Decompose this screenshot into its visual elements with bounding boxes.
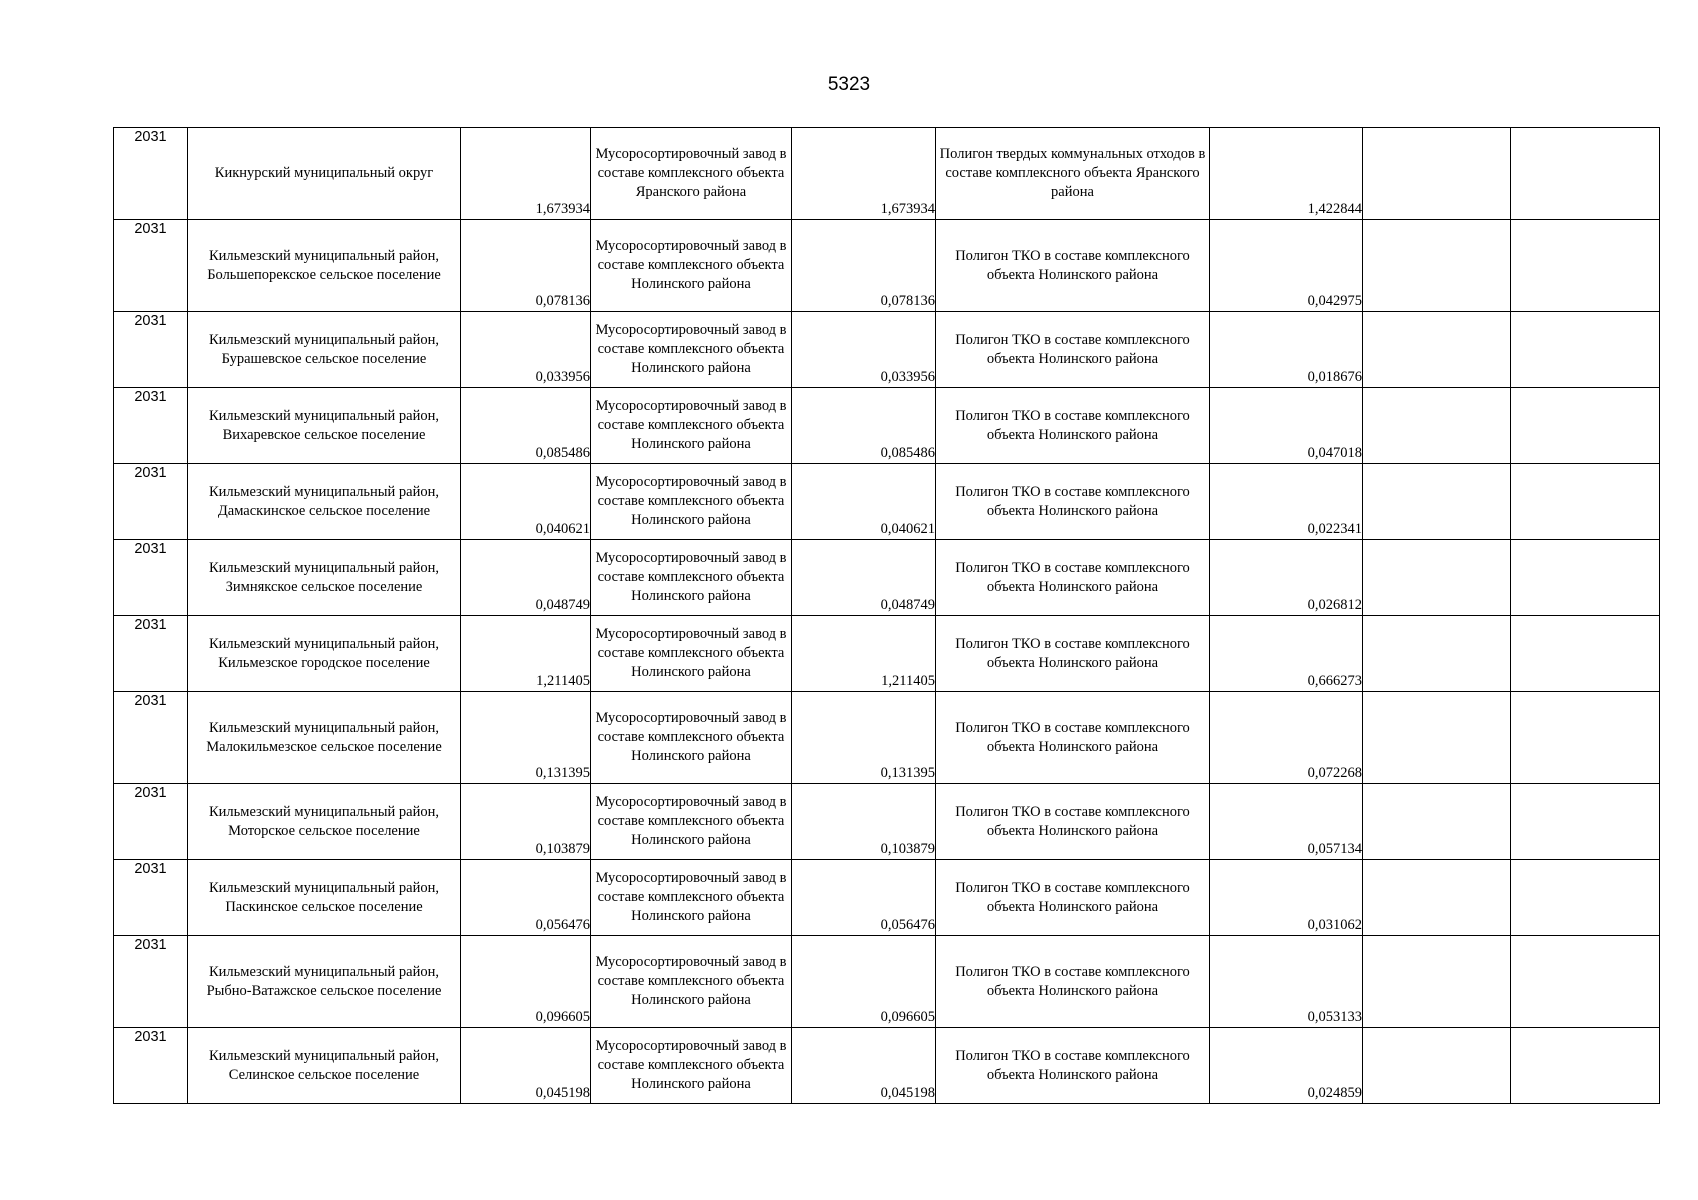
mass-to-landfill-cell: 0,053133 bbox=[1210, 936, 1363, 1028]
table-row bbox=[114, 860, 1660, 936]
empty-cell bbox=[1363, 220, 1511, 312]
year-cell: 2031 bbox=[114, 128, 188, 220]
mass-to-landfill-cell: 0,031062 bbox=[1210, 860, 1363, 936]
empty-cell bbox=[1511, 616, 1660, 692]
mass-total-cell: 0,045198 bbox=[461, 1028, 591, 1104]
empty-cell bbox=[1511, 540, 1660, 616]
empty-cell bbox=[1363, 388, 1511, 464]
landfill-cell: Полигон ТКО в составе комплексного объекта Нолинского района bbox=[936, 388, 1210, 464]
empty-cell bbox=[1511, 464, 1660, 540]
sorting-facility-cell: Мусоросортировочный завод в составе комплексного объекта Нолинского района bbox=[591, 388, 792, 464]
empty-cell bbox=[1511, 312, 1660, 388]
landfill-cell: Полигон твердых коммунальных отходов в составе комплексного объекта Яранского района bbox=[936, 128, 1210, 220]
mass-to-sorting-cell: 1,211405 bbox=[792, 616, 936, 692]
sorting-facility-cell: Мусоросортировочный завод в составе комплексного объекта Нолинского района bbox=[591, 1028, 792, 1104]
empty-cell bbox=[1363, 692, 1511, 784]
year-cell: 2031 bbox=[114, 540, 188, 616]
year-cell: 2031 bbox=[114, 464, 188, 540]
year-cell: 2031 bbox=[114, 220, 188, 312]
mass-total-cell: 0,131395 bbox=[461, 692, 591, 784]
landfill-cell: Полигон ТКО в составе комплексного объекта Нолинского района bbox=[936, 220, 1210, 312]
mass-to-sorting-cell: 0,040621 bbox=[792, 464, 936, 540]
table-row bbox=[114, 388, 1660, 464]
page-number: 5323 bbox=[827, 74, 871, 95]
waste-flow-table bbox=[113, 127, 1660, 1104]
year-cell: 2031 bbox=[114, 936, 188, 1028]
sorting-facility-cell: Мусоросортировочный завод в составе комплексного объекта Нолинского района bbox=[591, 784, 792, 860]
municipality-cell: Кильмезский муниципальный район, Бурашевское сельское поселение bbox=[188, 312, 461, 388]
municipality-cell: Кильмезский муниципальный район, Селинское сельское поселение bbox=[188, 1028, 461, 1104]
mass-total-cell: 0,078136 bbox=[461, 220, 591, 312]
table-row bbox=[114, 616, 1660, 692]
municipality-cell: Кильмезский муниципальный район, Вихаревское сельское поселение bbox=[188, 388, 461, 464]
sorting-facility-cell: Мусоросортировочный завод в составе комплексного объекта Нолинского района bbox=[591, 464, 792, 540]
mass-to-sorting-cell: 0,045198 bbox=[792, 1028, 936, 1104]
empty-cell bbox=[1363, 312, 1511, 388]
empty-cell bbox=[1511, 692, 1660, 784]
mass-total-cell: 0,048749 bbox=[461, 540, 591, 616]
sorting-facility-cell: Мусоросортировочный завод в составе комплексного объекта Нолинского района bbox=[591, 540, 792, 616]
mass-to-sorting-cell: 0,131395 bbox=[792, 692, 936, 784]
year-cell: 2031 bbox=[114, 860, 188, 936]
mass-to-sorting-cell: 0,048749 bbox=[792, 540, 936, 616]
year-cell: 2031 bbox=[114, 692, 188, 784]
empty-cell bbox=[1363, 464, 1511, 540]
table-row bbox=[114, 220, 1660, 312]
empty-cell bbox=[1511, 388, 1660, 464]
mass-total-cell: 1,211405 bbox=[461, 616, 591, 692]
mass-total-cell: 0,033956 bbox=[461, 312, 591, 388]
table-row bbox=[114, 692, 1660, 784]
mass-to-landfill-cell: 0,057134 bbox=[1210, 784, 1363, 860]
mass-total-cell: 0,103879 bbox=[461, 784, 591, 860]
table-row bbox=[114, 540, 1660, 616]
empty-cell bbox=[1363, 936, 1511, 1028]
landfill-cell: Полигон ТКО в составе комплексного объекта Нолинского района bbox=[936, 540, 1210, 616]
landfill-cell: Полигон ТКО в составе комплексного объекта Нолинского района bbox=[936, 784, 1210, 860]
mass-to-sorting-cell: 0,078136 bbox=[792, 220, 936, 312]
empty-cell bbox=[1511, 128, 1660, 220]
mass-to-landfill-cell: 0,047018 bbox=[1210, 388, 1363, 464]
municipality-cell: Кильмезский муниципальный район, Рыбно-Ватажское сельское поселение bbox=[188, 936, 461, 1028]
year-cell: 2031 bbox=[114, 1028, 188, 1104]
municipality-cell: Кильмезский муниципальный район, Моторское сельское поселение bbox=[188, 784, 461, 860]
municipality-cell: Кильмезский муниципальный район, Дамаскинское сельское поселение bbox=[188, 464, 461, 540]
sorting-facility-cell: Мусоросортировочный завод в составе комплексного объекта Нолинского района bbox=[591, 220, 792, 312]
landfill-cell: Полигон ТКО в составе комплексного объекта Нолинского района bbox=[936, 692, 1210, 784]
mass-to-landfill-cell: 0,026812 bbox=[1210, 540, 1363, 616]
table-row bbox=[114, 784, 1660, 860]
empty-cell bbox=[1363, 616, 1511, 692]
municipality-cell: Кильмезский муниципальный район, Большепорекское сельское поселение bbox=[188, 220, 461, 312]
municipality-cell: Кильмезский муниципальный район, Малокильмезское сельское поселение bbox=[188, 692, 461, 784]
mass-to-landfill-cell: 0,022341 bbox=[1210, 464, 1363, 540]
sorting-facility-cell: Мусоросортировочный завод в составе комплексного объекта Нолинского района bbox=[591, 312, 792, 388]
landfill-cell: Полигон ТКО в составе комплексного объекта Нолинского района bbox=[936, 860, 1210, 936]
empty-cell bbox=[1511, 860, 1660, 936]
landfill-cell: Полигон ТКО в составе комплексного объекта Нолинского района bbox=[936, 1028, 1210, 1104]
mass-to-sorting-cell: 1,673934 bbox=[792, 128, 936, 220]
empty-cell bbox=[1363, 1028, 1511, 1104]
sorting-facility-cell: Мусоросортировочный завод в составе комплексного объекта Яранского района bbox=[591, 128, 792, 220]
mass-total-cell: 0,040621 bbox=[461, 464, 591, 540]
table-row bbox=[114, 936, 1660, 1028]
empty-cell bbox=[1511, 784, 1660, 860]
year-cell: 2031 bbox=[114, 616, 188, 692]
sorting-facility-cell: Мусоросортировочный завод в составе комплексного объекта Нолинского района bbox=[591, 936, 792, 1028]
municipality-cell: Кильмезский муниципальный район, Кильмезское городское поселение bbox=[188, 616, 461, 692]
municipality-cell: Кильмезский муниципальный район, Паскинское сельское поселение bbox=[188, 860, 461, 936]
empty-cell bbox=[1363, 784, 1511, 860]
mass-to-landfill-cell: 0,042975 bbox=[1210, 220, 1363, 312]
sorting-facility-cell: Мусоросортировочный завод в составе комплексного объекта Нолинского района bbox=[591, 616, 792, 692]
mass-total-cell: 0,056476 bbox=[461, 860, 591, 936]
empty-cell bbox=[1363, 860, 1511, 936]
year-cell: 2031 bbox=[114, 388, 188, 464]
table-row bbox=[114, 464, 1660, 540]
mass-to-sorting-cell: 0,033956 bbox=[792, 312, 936, 388]
municipality-cell: Кикнурский муниципальный округ bbox=[188, 128, 461, 220]
mass-total-cell: 1,673934 bbox=[461, 128, 591, 220]
empty-cell bbox=[1511, 936, 1660, 1028]
landfill-cell: Полигон ТКО в составе комплексного объекта Нолинского района bbox=[936, 464, 1210, 540]
mass-to-landfill-cell: 0,018676 bbox=[1210, 312, 1363, 388]
sorting-facility-cell: Мусоросортировочный завод в составе комплексного объекта Нолинского района bbox=[591, 860, 792, 936]
mass-to-sorting-cell: 0,085486 bbox=[792, 388, 936, 464]
empty-cell bbox=[1511, 1028, 1660, 1104]
mass-to-sorting-cell: 0,056476 bbox=[792, 860, 936, 936]
year-cell: 2031 bbox=[114, 784, 188, 860]
mass-to-landfill-cell: 0,024859 bbox=[1210, 1028, 1363, 1104]
sorting-facility-cell: Мусоросортировочный завод в составе комплексного объекта Нолинского района bbox=[591, 692, 792, 784]
mass-total-cell: 0,096605 bbox=[461, 936, 591, 1028]
landfill-cell: Полигон ТКО в составе комплексного объекта Нолинского района bbox=[936, 312, 1210, 388]
mass-to-sorting-cell: 0,103879 bbox=[792, 784, 936, 860]
mass-to-landfill-cell: 1,422844 bbox=[1210, 128, 1363, 220]
year-cell: 2031 bbox=[114, 312, 188, 388]
table-row bbox=[114, 1028, 1660, 1104]
landfill-cell: Полигон ТКО в составе комплексного объекта Нолинского района bbox=[936, 616, 1210, 692]
table-row bbox=[114, 128, 1660, 220]
mass-to-sorting-cell: 0,096605 bbox=[792, 936, 936, 1028]
table-row bbox=[114, 312, 1660, 388]
mass-total-cell: 0,085486 bbox=[461, 388, 591, 464]
mass-to-landfill-cell: 0,072268 bbox=[1210, 692, 1363, 784]
empty-cell bbox=[1363, 540, 1511, 616]
mass-to-landfill-cell: 0,666273 bbox=[1210, 616, 1363, 692]
empty-cell bbox=[1363, 128, 1511, 220]
empty-cell bbox=[1511, 220, 1660, 312]
landfill-cell: Полигон ТКО в составе комплексного объекта Нолинского района bbox=[936, 936, 1210, 1028]
municipality-cell: Кильмезский муниципальный район, Зимнякское сельское поселение bbox=[188, 540, 461, 616]
